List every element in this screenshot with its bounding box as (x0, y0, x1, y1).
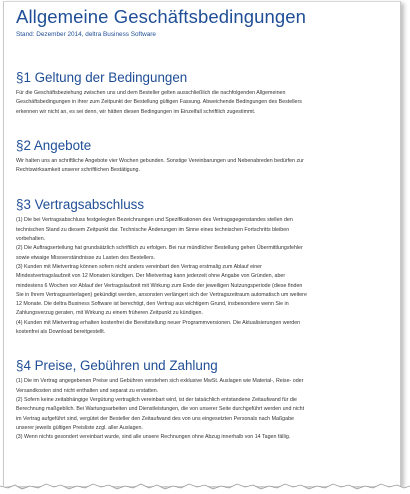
document-meta: Stand: Dezember 2014, deltra Business Software (16, 31, 156, 38)
paragraph-line: (1) Die bei Vertragsabschluss festgelegten Bezeichnungen und Spezifikationen des Vertragsgegenstandes stellen den (16, 217, 293, 224)
paragraph-line: (1) Die im Vertrag angegebenen Preise und Gebühren verstehen sich exklusive MwSt. Auslagen wie Material-, Reise- oder (16, 378, 304, 385)
section-paragraph-angebote (16, 157, 392, 176)
section-heading-geltung: §1 Geltung der Bedingungen (16, 70, 188, 85)
paragraph-line: 12 Monate. Die deltra Business Software ist berechtigt, den Vertrag aus wichtigem Grund, insbesondere wenn Sie in (16, 301, 289, 308)
section-heading-preise: §4 Preise, Gebühren und Zahlung (16, 358, 218, 374)
section-paragraph-preise (16, 377, 392, 442)
document-title: Allgemeine Geschäftsbedingungen (16, 6, 307, 27)
paragraph-line: (3) Kunden mit Mietvertrag können sofern nicht anders vereinbart den Vertrag erstmalig zum Ablauf einer (16, 263, 262, 270)
section-heading-angebote: §2 Angebote (16, 137, 92, 153)
paragraph-line: sowie etwaige Missverständnisse zu Lasten des Bestellers. (16, 254, 155, 261)
torn-paper-edge (0, 472, 410, 494)
paragraph-line: im Vertrag aufgeführt sind, vergütet der Besteller den Zeitaufwand des von uns eingesetzten Personals nach Maßgabe (16, 415, 294, 422)
paragraph-line: unserer jeweils gültigen Preisliste zzgl. aller Auslagen. (16, 424, 143, 431)
paragraph-line: Zahlungsverzug geraten, mit Wirkung zu einem früheren Zeitpunkt zu kündigen. (16, 310, 203, 317)
section-paragraph-vertragsabschluss (16, 216, 392, 337)
document-content (16, 6, 392, 442)
paragraph-line: Wir halten uns an schriftliche Angebote vier Wochen gebunden. Sonstige Vereinbarungen und Nebenabreden bedürfen zur (16, 157, 304, 164)
paragraph-line: (2) Die Auftragserteilung hat grundsätzlich schriftlich zu erfolgen. Bei nur mündlicher Bestellung gehen Übermittlungsfehler (16, 245, 303, 252)
paragraph-line: (2) Sofern keine zeitabhängige Vergütung vertraglich vereinbart wird, ist der tatsächlich entstandene Zeitaufwand für die (16, 396, 297, 403)
paragraph-line: kostenfrei als Download bereitgestellt. (16, 329, 106, 336)
paragraph-line: mindestens 6 Wochen vor Ablauf der Vertragslaufzeit mit Wirkung zum Ende der jeweiligen Nutzungsperiode (diese finden (16, 282, 303, 289)
section-paragraph-geltung (16, 89, 392, 117)
paragraph-line: Rechtswirksamkeit unserer schriftlichen Bestätigung. (16, 167, 140, 174)
paragraph-line: erkennen wir nicht an, es sei denn, wir hätten diesen Bedingungen im Einzelfall schriftlich zugestimmt. (16, 108, 256, 115)
paragraph-line: (4) Kunden mit Mietvertrag erhalten kostenfrei die Bereitstellung neuer Programmversionen. Die Aktualisierungen werden (16, 319, 301, 326)
paragraph-line: Berechnung maßgeblich. Bei Wartungsarbeiten und Dienstleistungen, die von unserer Seite durchgeführt werden und nicht (16, 406, 305, 413)
paragraph-line: Für die Geschäftsbeziehung zwischen uns und dem Besteller gelten ausschließlich die nachfolgenden Allgemeinen (16, 90, 286, 96)
paragraph-line: Versandkosten sind nicht enthalten und separat zu erstatten. (16, 387, 159, 394)
paragraph-line: Sie in Ihrem Vertragsunterlagen) gekündigt werden, ansonsten verlängert sich der Vertragszeitraum automatisch um weitere (16, 291, 307, 298)
document-page (3, 1, 401, 486)
paragraph-line: technischen Stand zu diesem Zeitpunkt dar. Technische Änderungen im Sinne eines technischen Fortschritts bleiben (16, 226, 290, 233)
paragraph-line: (3) Wenn nichts gesondert vereinbart wurde, sind alle unsere Rechnungen ohne Abzug innerhalb von 14 Tagen fällig. (16, 434, 291, 441)
paragraph-line: Geschäftsbedingungen in ihrer zum Zeitpunkt der Bestellung gültigen Fassung. Abweichende Bedingungen des Bestellers (16, 99, 302, 106)
paragraph-line: vorbehalten. (16, 236, 46, 243)
section-heading-vertragsabschluss: §3 Vertragsabschluss (16, 197, 145, 213)
paragraph-line: Mindestvertragslaufzeit von 12 Monaten kündigen. Der Mietvertrag kann jederzeit ohne Angabe von Gründen, aber (16, 273, 286, 280)
